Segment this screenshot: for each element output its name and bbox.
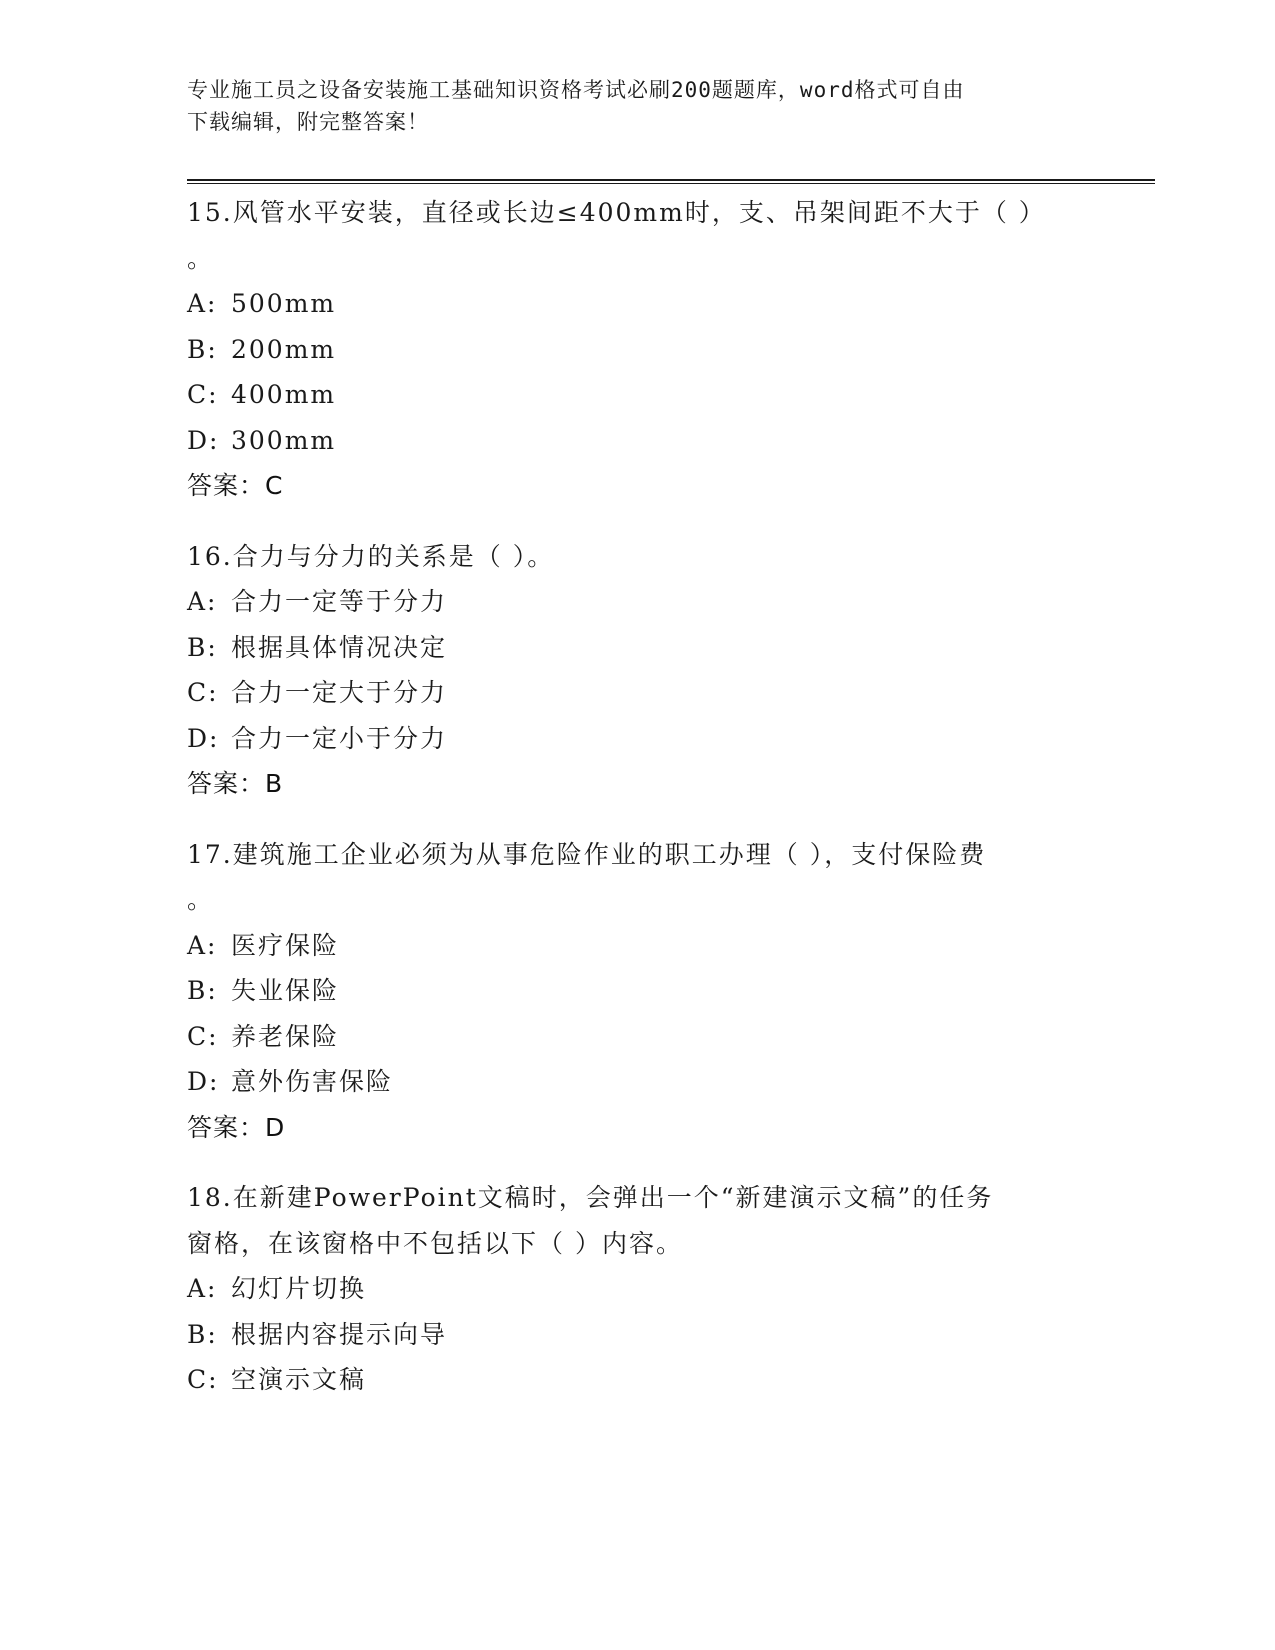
question-stem-line: 15.风管水平安装，直径或长边≤400mm时，支、吊架间距不大于（ ） (187, 198, 1046, 227)
header-line-1: 专业施工员之设备安装施工基础知识资格考试必刷200题题库，word格式可自由 (187, 78, 965, 102)
option-row (187, 968, 1067, 1014)
answer-line: 答案：B (187, 769, 284, 798)
option-row (187, 1059, 1067, 1105)
option-key: C: (187, 1365, 219, 1394)
option-key: A: (187, 587, 218, 616)
option-row (187, 923, 1067, 969)
option-text: 医疗保险 (231, 930, 340, 960)
option-text: 500mm (231, 289, 337, 318)
option-key: B: (187, 632, 218, 662)
document-header (187, 74, 1067, 138)
question-list (187, 190, 1067, 1428)
option-text: 根据内容提示向导 (231, 1319, 448, 1349)
option-key: C: (187, 380, 219, 409)
option-text: 养老保险 (231, 1021, 340, 1051)
option-text: 合力一定等于分力 (231, 587, 448, 616)
option-text: 失业保险 (231, 976, 340, 1005)
option-key: D: (187, 1067, 220, 1096)
option-key: A: (187, 930, 218, 960)
option-row (187, 418, 1067, 464)
option-row (187, 281, 1067, 327)
answer-line: 答案：C (187, 471, 284, 500)
question-stem-line: 18.在新建PowerPoint文稿时，会弹出一个“新建演示文稿”的任务 (187, 1183, 994, 1212)
question-block (187, 832, 1067, 1151)
option-key: A: (187, 1274, 218, 1303)
question-block (187, 1175, 1067, 1403)
question-block (187, 190, 1067, 509)
question-stem-line: 17.建筑施工企业必须为从事危险作业的职工办理（ ），支付保险费 (187, 839, 987, 869)
option-key: B: (187, 976, 218, 1005)
answer-line: 答案：D (187, 1112, 286, 1142)
option-text: 空演示文稿 (231, 1365, 367, 1394)
option-text: 400mm (231, 380, 337, 409)
option-key: D: (187, 723, 220, 753)
option-row (187, 716, 1067, 762)
option-text: 根据具体情况决定 (231, 632, 448, 662)
option-row (187, 670, 1067, 716)
header-line-2: 下载编辑，附完整答案！ (187, 110, 429, 134)
header-divider (187, 179, 1155, 184)
option-row (187, 1357, 1067, 1403)
question-stem-line: 窗格，在该窗格中不包括以下（ ）内容。 (187, 1228, 683, 1258)
option-row (187, 327, 1067, 373)
option-key: B: (187, 1319, 218, 1349)
question-stem-line: 16.合力与分力的关系是（ ）。 (187, 541, 555, 571)
option-row (187, 372, 1067, 418)
option-key: C: (187, 1021, 219, 1051)
option-text: 合力一定小于分力 (231, 723, 448, 753)
option-row (187, 625, 1067, 671)
question-block (187, 534, 1067, 807)
question-stem-line: 。 (187, 885, 215, 914)
option-text: 合力一定大于分力 (231, 678, 448, 707)
option-text: 300mm (231, 425, 337, 455)
option-text: 幻灯片切换 (231, 1274, 367, 1303)
question-stem-line: 。 (187, 243, 215, 273)
option-key: D: (187, 425, 220, 455)
option-text: 200mm (231, 334, 337, 364)
option-key: B: (187, 334, 218, 364)
option-row (187, 1266, 1067, 1312)
option-text: 意外伤害保险 (231, 1067, 394, 1096)
option-key: A: (187, 289, 218, 318)
option-row (187, 1014, 1067, 1060)
option-key: C: (187, 678, 219, 707)
option-row (187, 1312, 1067, 1358)
option-row (187, 579, 1067, 625)
